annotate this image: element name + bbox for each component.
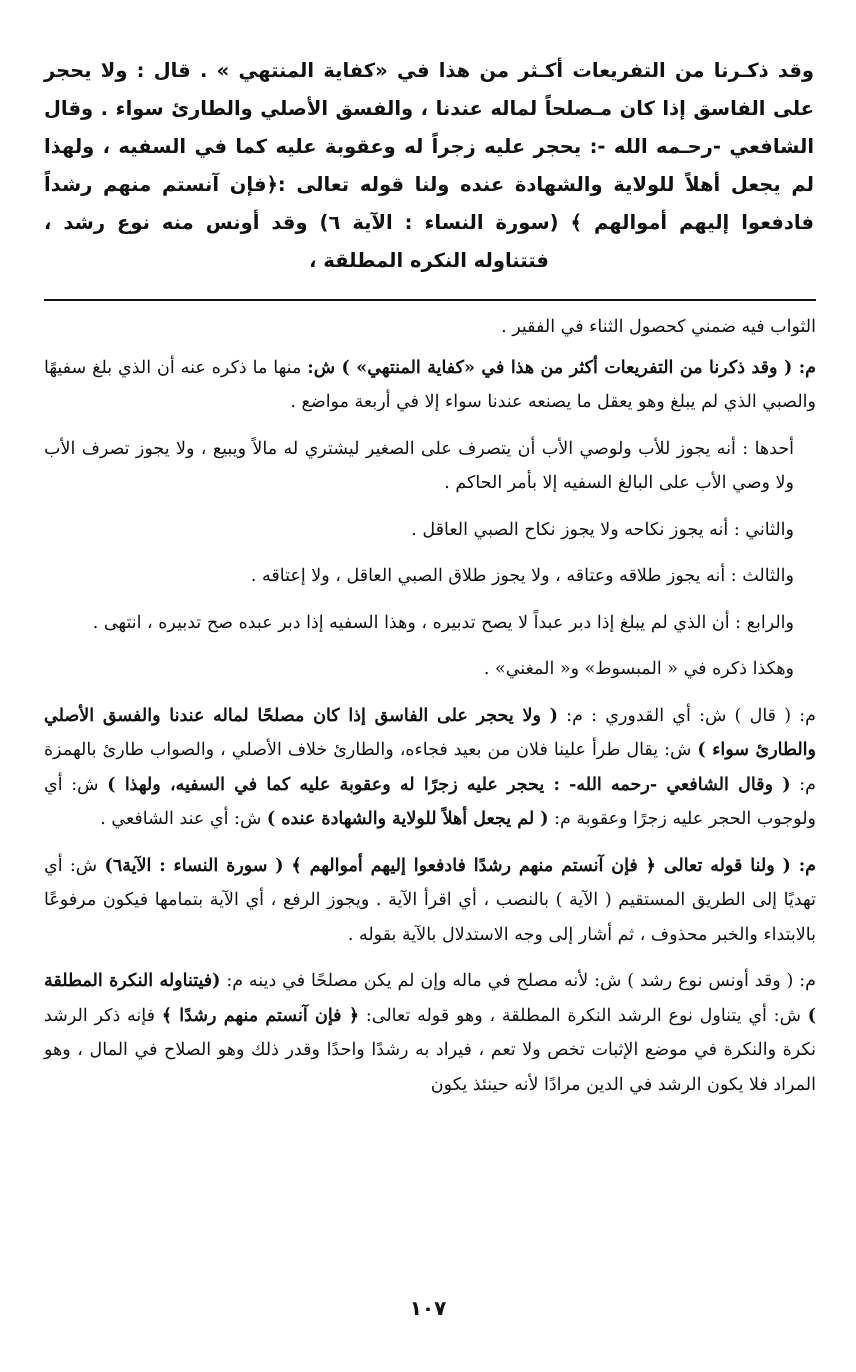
sharh-text: ش: أي عند الشافعي . — [100, 809, 267, 829]
commentary-paragraph-7: وهكذا ذكره في « المبسوط» و« المغني» . — [483, 659, 794, 679]
matn-quote: (فيتناوله النكرة المطلقة ) — [44, 971, 816, 1026]
commentary-paragraph-5: والثالث : أنه يجوز طلاقه وعتاقه ، ولا يجوز طلاق الصبي العاقل ، ولا إعتاقه . — [250, 566, 794, 586]
commentary-paragraph-9 — [44, 849, 816, 953]
main-text-block — [44, 52, 814, 280]
commentary-paragraph-4: والثاني : أنه يجوز نكاحه ولا يجوز نكاح الصبي العاقل . — [411, 519, 794, 540]
sharh-text: منها ما ذكره عنه أن الذي بلغ سفيهًا والصبي الذي لم يبلغ وهو يعقل ما يصنعه عندنا سواء إلا في أربعة مواضع . — [44, 357, 816, 412]
commentary-paragraph-1: الثواب فيه ضمني كحصول الثناء في الفقير . — [501, 317, 816, 337]
main-text-line-3: يحجر عليه زجراً له وعقوبة عليه كما في السفيه ، ولهذا لم يجعل أهلاً للولاية والشهادة عنده — [44, 135, 814, 196]
commentary-paragraph-3: أحدها : أنه يجوز للأب ولوصي الأب أن يتصرف على الصغير ليشتري له مالاً ويبيع ، ولا يجوز تصرف الأب ولا وصي الأب على البالغ السفيه إلا بأمر الحاكم . — [44, 438, 794, 493]
commentary-paragraph-8 — [44, 699, 816, 837]
matn-quote: م: ( ولنا قوله تعالى ﴿ فإن آنستم منهم رشدًا فادفعوا إليهم أموالهم ﴾ ( سورة النساء : الآية٦) — [104, 855, 816, 876]
sharh-text: م: ( قال ) ش: أي القدوري : م: — [557, 705, 817, 726]
sharh-text: ش: أي تهديًا إلى الطريق المستقيم ( الآية ) بالنصب ، أي اقرأ الآية . ويجوز الرفع ، أي الآية بتمامها فيكون مرفوعًا بالابتداء والخبر محذوف ، ثم أشار إلى وجه الاستدلال بالآية بقوله . — [44, 855, 816, 945]
main-text-line-5: أونس منه نوع رشد ، فتتناوله النكره المطلقة ، — [44, 211, 549, 272]
sharh-text: فإنه ذكر الرشد نكرة والنكرة في موضع الإثبات تخص ولا تعم ، فيراد به رشدًا واحدًا وقدر ذلك وهو الصلاح في المال ، وهو المراد فلا يكون الرشد في الدين مرادًا لأنه حينئذ يكون — [44, 1005, 816, 1095]
matn-quote: ( لم يجعل أهلاً للولاية والشهادة عنده ) — [266, 809, 549, 829]
quran-quote: ﴿ فإن آنستم منهم رشدًا ﴾ — [161, 1005, 360, 1026]
main-text-line-2: كان مـصلحاً لماله عندنا ، والفسق الأصلي والطارئ سواء . وقال الشافعي -رحـمه الله -: — [44, 97, 814, 158]
sharh-text: ش: يقال طرأ علينا فلان من بعيد فجاءه، والطارئ خلاف الأصلي ، والصواب طارئ بالهمزة م: — [44, 740, 816, 795]
matn-quote: ( وقال الشافعي -رحمه الله- : يحجر عليه زجرًا له وعقوبة عليه كما في السفيه، ولهذا ) — [107, 774, 791, 795]
commentary-block — [44, 310, 816, 1102]
main-text-line-1: وقد ذكـرنا من التفريعات أكـثر من هذا في «كفاية المنتهي » . قال : ولا يحجر على الفاسق إذا — [44, 59, 814, 120]
matn-quote: ( ولا يحجر على الفاسق إذا كان مصلحًا لماله عندنا والفسق الأصلي والطارئ سواء ) — [44, 705, 816, 760]
main-text-line-4: ولنا قوله تعالى :﴿فإن آنستم منهم رشداً فادفعوا إليهم أموالهم ﴾ (سورة النساء : الآية ٦) وقد — [44, 173, 814, 234]
section-divider — [44, 299, 816, 301]
matn-quote: م: ( وقد ذكرنا من التفريعات أكثر من هذا في «كفاية المنتهي» ) ش: — [307, 357, 816, 378]
commentary-paragraph-2 — [44, 351, 816, 420]
sharh-text: م: ( وقد أونس نوع رشد ) ش: لأنه مصلح في ماله وإن لم يكن مصلحًا في دينه م: — [220, 971, 816, 991]
sharh-text: ش: أي ولوجوب الحجر عليه زجرًا وعقوبة م: — [44, 774, 816, 829]
page-number: ١٠٧ — [409, 1296, 447, 1320]
commentary-paragraph-6: والرابع : أن الذي لم يبلغ إذا دبر عبداً لا يصح تدبيره ، وهذا السفيه إذا دبر عبده صح تدبيره ، انتهى . — [92, 612, 794, 633]
commentary-paragraph-10 — [44, 964, 816, 1102]
sharh-text: ش: أي يتناول نوع الرشد النكرة المطلقة ، وهو قوله تعالى: — [359, 1005, 808, 1026]
